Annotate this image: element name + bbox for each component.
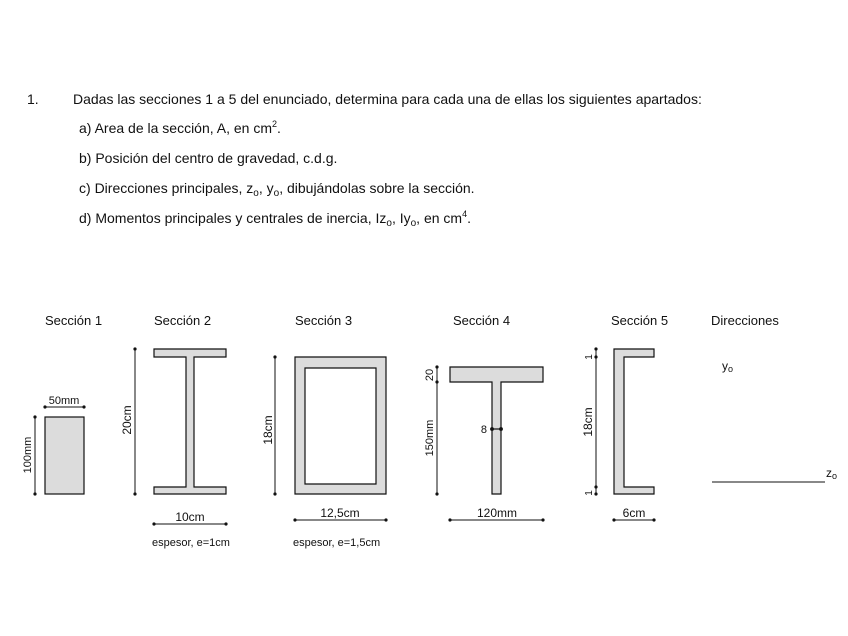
- item-d-sub1: o: [386, 218, 392, 229]
- section-2-height-label: 20cm: [120, 405, 134, 435]
- section-3: [261, 357, 386, 549]
- section-4-web-label: 8: [480, 424, 487, 436]
- section-1: [22, 395, 84, 494]
- section-5-title: Sección 5: [611, 313, 669, 328]
- section-5-height-label: 18cm: [581, 407, 595, 437]
- section-4-flange-label: 20: [424, 368, 436, 382]
- item-d-tail: .: [467, 210, 471, 226]
- problem-statement: Dadas las secciones 1 a 5 del enunciado, determina para cada una de ellas los siguientes apartados:: [73, 91, 702, 107]
- section-4-title: Sección 4: [453, 313, 511, 328]
- section-3-height-label: 18cm: [261, 415, 275, 445]
- section-5-width-label: 6cm: [622, 506, 646, 520]
- item-a-tail: .: [277, 120, 281, 136]
- section-5-bottom-label: 1: [584, 490, 595, 496]
- item-c-letter: c): [79, 180, 91, 196]
- section-1-title: Sección 1: [45, 313, 103, 328]
- item-d-sup: 4: [462, 209, 468, 219]
- section-3-title: Sección 3: [295, 313, 353, 328]
- item-d-post: , en cm: [416, 210, 463, 226]
- item-d-mid: , Iy: [391, 210, 411, 226]
- section-1-height-label: 100mm: [22, 436, 34, 474]
- section-2: [120, 349, 230, 549]
- item-a-letter: a): [79, 120, 92, 136]
- section-2-width-label: 10cm: [175, 510, 205, 524]
- directions-title: Direcciones: [711, 313, 779, 328]
- item-c-mid: , y: [258, 180, 274, 196]
- item-c-post: , dibujándolas sobre la sección.: [279, 180, 475, 196]
- section-2-thickness-note: espesor, e=1cm: [152, 537, 230, 549]
- section-3-width-label: 12,5cm: [320, 506, 360, 520]
- item-b-text: Posición del centro de gravedad, c.d.g.: [95, 150, 338, 166]
- directions: [712, 359, 837, 482]
- section-5: [581, 349, 654, 520]
- item-c-sub2: o: [273, 188, 280, 199]
- section-1-shape: [45, 417, 84, 494]
- problem-number: 1.: [27, 91, 39, 107]
- item-b-letter: b): [79, 150, 92, 166]
- section-1-width-label: 50mm: [48, 395, 80, 407]
- item-d-letter: d): [79, 210, 92, 226]
- y-axis-label: yo: [722, 359, 734, 374]
- section-5-shape: [614, 349, 654, 494]
- section-4-shape: [450, 367, 543, 494]
- section-5-top-label: 1: [584, 354, 595, 360]
- item-c-sub1: o: [253, 188, 259, 199]
- item-a-sup: 2: [272, 119, 278, 129]
- section-4-web-height-label: 150mm: [424, 419, 436, 457]
- item-a-text: Area de la sección, A, en cm: [94, 120, 273, 136]
- item-c-pre: Direcciones principales, z: [94, 180, 254, 196]
- section-2-shape: [154, 349, 226, 494]
- item-d-pre: Momentos principales y centrales de inercia, Iz: [95, 210, 387, 226]
- section-3-shape: [295, 357, 386, 494]
- item-d-sub2: o: [410, 218, 417, 229]
- section-3-thickness-note: espesor, e=1,5cm: [293, 537, 381, 549]
- section-2-title: Sección 2: [154, 313, 212, 328]
- z-axis-label: zo: [826, 466, 838, 481]
- section-4-width-label: 120mm: [476, 506, 518, 520]
- section-4: [424, 367, 543, 520]
